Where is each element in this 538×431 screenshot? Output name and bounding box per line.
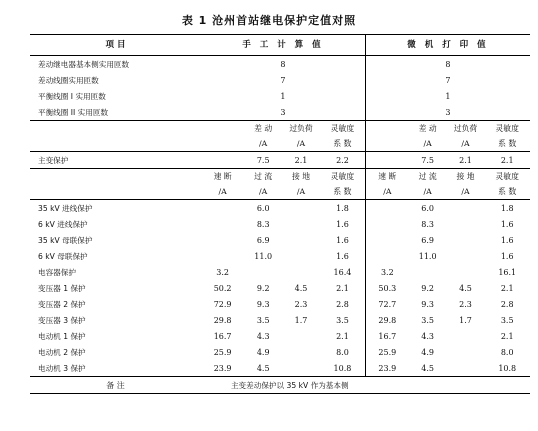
sub-header-cell: 接 地 <box>456 172 475 181</box>
manual-value: 1.6 <box>320 216 365 232</box>
manual-value: 1.7 <box>294 315 308 325</box>
manual-value: 1.6 <box>320 232 365 248</box>
manual-value: 8 <box>201 56 365 73</box>
computer-value <box>447 264 485 280</box>
sub-header-cell: /A <box>447 184 485 200</box>
blank-cell <box>365 152 408 169</box>
manual-value: 4.5 <box>256 363 270 373</box>
computer-value: 2.8 <box>500 299 514 309</box>
sub-header-cell: 过负荷 <box>282 121 320 137</box>
computer-value: 3.2 <box>380 267 394 277</box>
sub-header-cell: /A <box>201 184 244 200</box>
computer-value: 2.1 <box>500 283 514 293</box>
turns-row <box>30 72 530 88</box>
protection-row <box>30 248 530 264</box>
manual-value: 3.5 <box>256 315 270 325</box>
computer-value <box>365 216 408 232</box>
manual-value: 1.8 <box>320 200 365 217</box>
manual-value <box>201 200 244 217</box>
row-label: 电容器保护 <box>38 267 76 277</box>
manual-value: 1.6 <box>320 248 365 264</box>
manual-value: 16.7 <box>213 331 232 341</box>
computer-value: 4.5 <box>421 363 435 373</box>
manual-value <box>282 264 320 280</box>
remarks-text: 主变差动保护以 35 kV 作为基本侧 <box>201 377 530 394</box>
protection-row <box>30 280 530 296</box>
manual-value: 25.9 <box>213 347 232 357</box>
row-label: 电动机 3 保护 <box>38 363 86 373</box>
computer-value <box>409 264 447 280</box>
manual-value: 7 <box>201 72 365 88</box>
manual-value <box>244 264 282 280</box>
table-header-row <box>30 35 530 56</box>
manual-value <box>201 216 244 232</box>
relay-settings-table <box>30 34 530 394</box>
computer-value: 1.6 <box>500 251 514 261</box>
row-label: 变压器 3 保护 <box>38 315 86 325</box>
sub-header-cell: 灵敏度 <box>484 121 530 137</box>
sub-header-cell: 系 数 <box>320 136 365 152</box>
manual-value: 7.5 <box>244 152 282 169</box>
manual-value <box>282 248 320 264</box>
row-label: 变压器 2 保护 <box>38 299 86 309</box>
computer-value: 3 <box>445 107 451 117</box>
manual-value: 4.5 <box>294 283 308 293</box>
computer-value: 1.7 <box>459 315 472 325</box>
sub-header-cell: 灵敏度 <box>320 169 365 185</box>
sub-header-1-cols <box>30 121 530 137</box>
computer-value: 16.1 <box>498 267 517 277</box>
manual-value: 23.9 <box>213 363 232 373</box>
computer-value: 72.7 <box>378 299 397 309</box>
computer-value: 1.6 <box>500 235 514 245</box>
sub-header-2-cols <box>30 169 530 185</box>
manual-value: 2.3 <box>294 299 308 309</box>
manual-value: 8.0 <box>320 344 365 360</box>
manual-value <box>282 344 320 360</box>
row-label: 平衡线圈 II 实用匝数 <box>38 107 109 117</box>
computer-value: 9.2 <box>421 283 435 293</box>
computer-value <box>447 344 485 360</box>
manual-value: 2.1 <box>320 280 365 296</box>
blank-cell <box>365 136 408 152</box>
sub-header-cell: /A <box>296 139 306 148</box>
computer-value: 23.9 <box>378 363 397 373</box>
blank-cell <box>365 121 408 137</box>
blank-cell <box>30 169 201 185</box>
protection-row <box>30 200 530 217</box>
row-label: 电动机 1 保护 <box>38 331 86 341</box>
sub-header-cell: 速 断 <box>213 172 232 181</box>
protection-row <box>30 328 530 344</box>
header-item: 项 目 <box>30 35 201 56</box>
manual-value: 29.8 <box>213 315 232 325</box>
computer-value <box>447 200 485 217</box>
manual-value: 6.9 <box>256 235 270 245</box>
manual-value: 1 <box>201 88 365 104</box>
manual-value <box>201 248 244 264</box>
computer-value: 2.1 <box>484 152 530 169</box>
row-label: 35 kV 进线保护 <box>38 203 93 213</box>
blank-cell <box>201 152 244 169</box>
manual-value: 2.8 <box>320 296 365 312</box>
turns-row <box>30 88 530 104</box>
computer-value <box>365 232 408 248</box>
sub-header-cell: /A <box>461 139 470 148</box>
manual-value: 6.0 <box>256 203 270 213</box>
sub-header-cell: /A <box>409 184 447 200</box>
row-label: 6 kV 母联保护 <box>38 251 88 261</box>
manual-value: 9.3 <box>256 299 270 309</box>
manual-value: 4.9 <box>256 347 270 357</box>
manual-value: 3.5 <box>320 312 365 328</box>
computer-value: 6.9 <box>421 235 435 245</box>
computer-value <box>365 200 408 217</box>
computer-value <box>365 248 408 264</box>
protection-row <box>30 232 530 248</box>
computer-value: 8 <box>445 59 451 69</box>
manual-value: 8.3 <box>256 219 270 229</box>
protection-row <box>30 344 530 360</box>
sub-header-cell: 灵敏度 <box>495 172 519 181</box>
sub-header-1-units <box>30 136 530 152</box>
computer-value: 29.8 <box>378 315 397 325</box>
sub-header-cell: 过 流 <box>254 172 273 181</box>
manual-value: 2.1 <box>320 328 365 344</box>
computer-value: 7.5 <box>409 152 447 169</box>
sub-header-cell: 差 动 <box>409 121 447 137</box>
manual-value <box>282 232 320 248</box>
computer-value <box>447 248 485 264</box>
blank-cell <box>30 184 201 200</box>
blank-cell <box>30 136 201 152</box>
row-label: 主变保护 <box>30 152 201 169</box>
manual-value: 10.8 <box>320 360 365 377</box>
computer-value: 6.0 <box>421 203 435 213</box>
protection-row <box>30 312 530 328</box>
blank-cell <box>201 136 244 152</box>
header-manual: 手 工 计 算 值 <box>201 35 365 56</box>
turns-row <box>30 56 530 73</box>
sub-header-cell: /A <box>282 184 320 200</box>
sub-header-cell: 灵敏度 <box>320 121 365 137</box>
protection-row <box>30 296 530 312</box>
sub-header-cell: 接 地 <box>292 172 311 181</box>
manual-value: 3 <box>201 104 365 121</box>
sub-header-cell: /A <box>365 184 408 200</box>
row-label: 变压器 1 保护 <box>38 283 86 293</box>
computer-value: 8.0 <box>500 347 514 357</box>
computer-value: 8.3 <box>421 219 435 229</box>
row-label: 电动机 2 保护 <box>38 347 86 357</box>
sub-header-cell: /A <box>423 139 432 148</box>
manual-value: 2.1 <box>282 152 320 169</box>
manual-value <box>201 232 244 248</box>
protection-row <box>30 360 530 377</box>
sub-header-cell: /A <box>259 139 268 148</box>
computer-value: 2.1 <box>447 152 485 169</box>
manual-value <box>282 200 320 217</box>
turns-row <box>30 104 530 121</box>
computer-value: 4.9 <box>421 347 435 357</box>
sub-header-2-units <box>30 184 530 200</box>
computer-value: 3.5 <box>421 315 435 325</box>
blank-cell <box>30 121 201 137</box>
computer-value <box>447 360 485 377</box>
main-transformer-row <box>30 152 530 169</box>
computer-value: 1 <box>445 91 451 101</box>
sub-header-cell: 系 数 <box>498 139 517 148</box>
manual-value: 16.4 <box>320 264 365 280</box>
manual-value: 72.9 <box>213 299 232 309</box>
computer-value: 2.1 <box>500 331 514 341</box>
computer-value <box>447 216 485 232</box>
manual-value <box>282 216 320 232</box>
table-body <box>30 35 530 394</box>
computer-value: 1.8 <box>500 203 514 213</box>
row-label: 6 kV 进线保护 <box>38 219 88 229</box>
sub-header-cell: /A <box>244 184 282 200</box>
computer-value: 16.7 <box>378 331 397 341</box>
computer-value: 9.3 <box>421 299 435 309</box>
manual-value <box>282 328 320 344</box>
protection-row <box>30 264 530 280</box>
computer-value: 1.6 <box>500 219 514 229</box>
computer-value: 2.3 <box>459 299 472 309</box>
manual-value: 9.2 <box>256 283 270 293</box>
computer-value: 50.3 <box>378 283 397 293</box>
protection-row <box>30 216 530 232</box>
row-label: 35 kV 母联保护 <box>38 235 93 245</box>
computer-value: 3.5 <box>500 315 514 325</box>
row-label: 差动线圈实用匝数 <box>38 75 99 85</box>
computer-value: 4.3 <box>421 331 435 341</box>
computer-value: 10.8 <box>498 363 517 373</box>
computer-value: 11.0 <box>418 251 437 261</box>
manual-value: 4.3 <box>256 331 270 341</box>
computer-value <box>447 232 485 248</box>
remarks-label: 备 注 <box>30 377 201 394</box>
computer-value <box>447 328 485 344</box>
manual-value: 2.2 <box>320 152 365 169</box>
sub-header-cell: 过 流 <box>418 172 437 181</box>
manual-value: 50.2 <box>213 283 232 293</box>
sub-header-cell: 过负荷 <box>447 121 485 137</box>
computer-value: 4.5 <box>459 283 472 293</box>
sub-header-cell: 速 断 <box>378 172 397 181</box>
computer-value: 25.9 <box>378 347 397 357</box>
manual-value: 3.2 <box>216 267 229 277</box>
manual-value <box>282 360 320 377</box>
blank-cell <box>201 121 244 137</box>
sub-header-cell: 系 数 <box>320 184 365 200</box>
sub-header-cell: 系 数 <box>484 184 530 200</box>
header-computer: 微 机 打 印 值 <box>365 35 530 56</box>
manual-value: 11.0 <box>254 251 273 261</box>
row-label: 差动继电器基本侧实用匝数 <box>38 59 130 69</box>
table-title: 表 1 沧州首站继电保护定值对照 <box>181 14 357 27</box>
sub-header-cell: 差 动 <box>244 121 282 137</box>
row-label: 平衡线圈 I 实用匝数 <box>38 91 106 101</box>
computer-value: 7 <box>445 75 451 85</box>
remarks-row <box>30 377 530 394</box>
